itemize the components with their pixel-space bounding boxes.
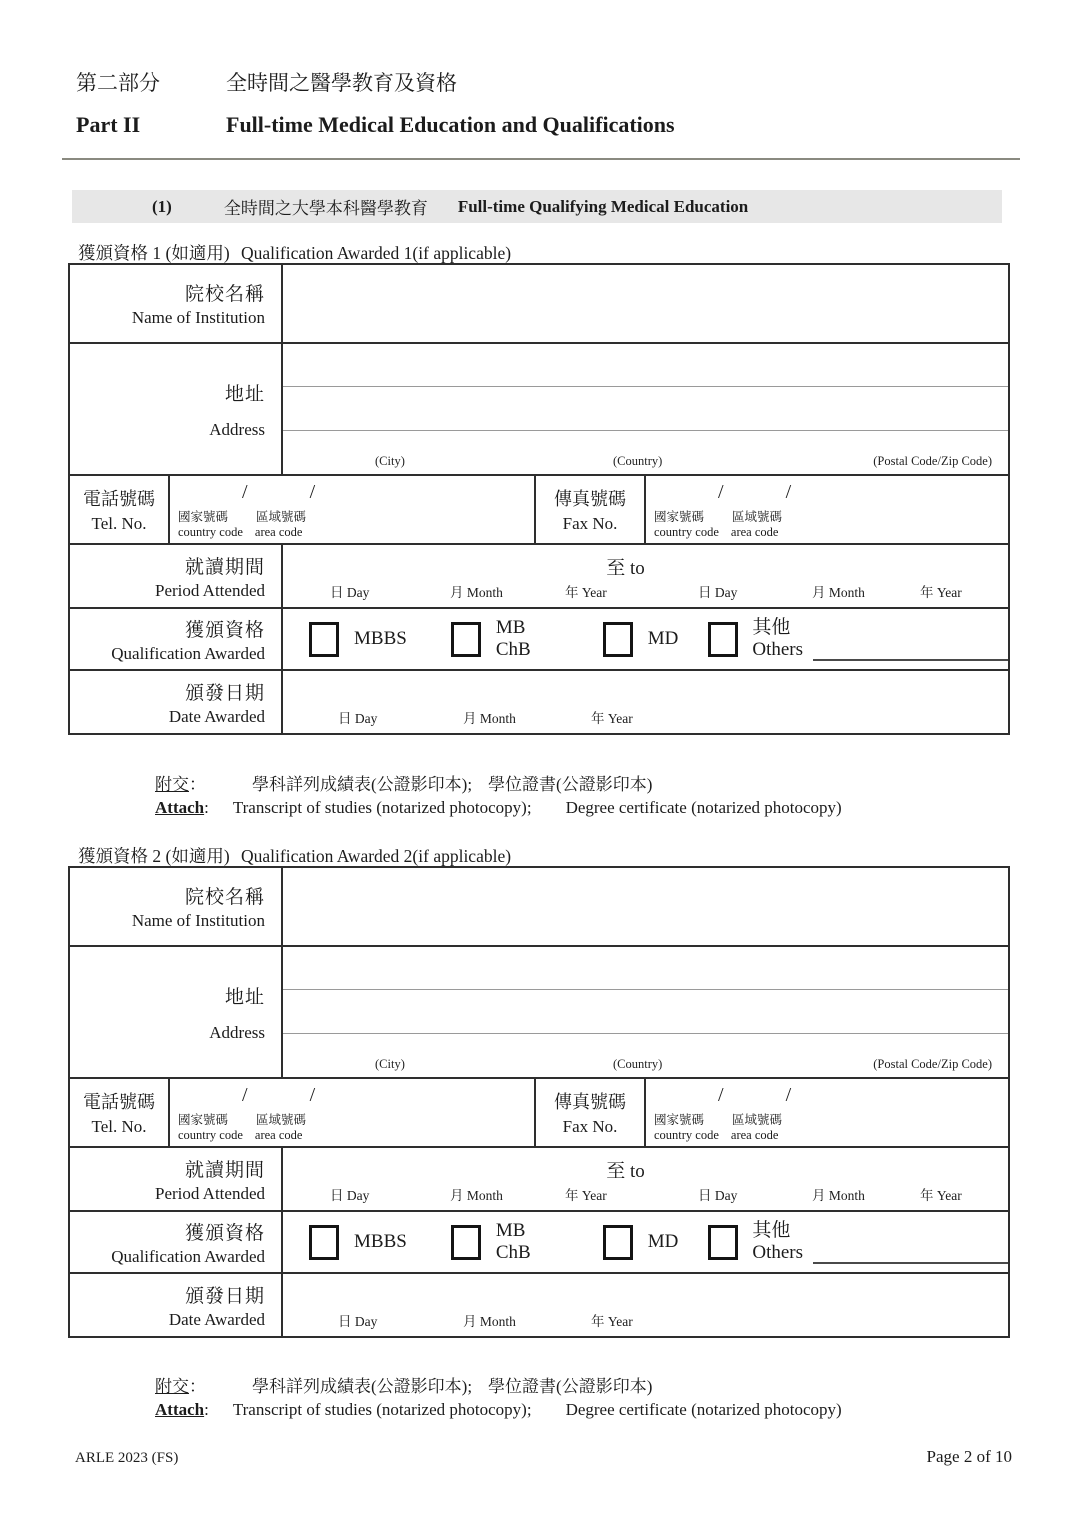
fax-label-zh: 傳真號碼: [554, 489, 626, 509]
award-year-hint: 年 Year: [591, 1314, 633, 1329]
tel-slash-1: /: [242, 481, 248, 503]
qualification-label-en: Qualification Awarded: [111, 643, 265, 663]
award-year-hint: 年 Year: [591, 711, 633, 726]
address-label-en: Address: [209, 419, 265, 439]
postal-code-hint: (Postal Code/Zip Code): [873, 454, 992, 468]
attach-label-en: Attach: [155, 798, 205, 817]
attach-colon-zh: ：: [189, 775, 206, 794]
attach-colon-en: :: [204, 798, 209, 817]
fax-slash-1: /: [718, 481, 724, 503]
period-label-zh: 就讀期間: [184, 1159, 265, 1181]
qualification-1-title: [78, 240, 511, 265]
section-number: (1): [152, 196, 172, 216]
to-label: 至 to: [606, 1161, 645, 1182]
md-label: MD: [647, 1231, 679, 1252]
address-line-1: [283, 989, 1008, 990]
tel-label-en: Tel. No.: [91, 514, 147, 533]
award-day-hint: 日 Day: [338, 1314, 378, 1329]
qualification-label-zh: 獲頒資格: [184, 619, 265, 641]
attach-colon-en: :: [204, 1400, 209, 1419]
tel-field[interactable]: [170, 476, 536, 543]
others-label-zh: 其他: [752, 1220, 791, 1242]
date-awarded-label-zh: 頒發日期: [184, 1285, 265, 1307]
qualification-awarded-label: [70, 1212, 283, 1272]
checkbox-md[interactable]: [603, 622, 633, 657]
from-year-hint: 年 Year: [565, 1188, 607, 1203]
others-option: [752, 1220, 1008, 1264]
fax-label: [536, 476, 646, 543]
others-input-line[interactable]: [813, 1242, 1008, 1264]
fax-area-code-en: area code: [730, 525, 779, 539]
award-month-hint: 月 Month: [463, 1314, 516, 1329]
fax-slash-1: /: [718, 1084, 724, 1106]
fax-area-code-zh: 區域號碼: [732, 1113, 783, 1127]
attach-item2-en: Degree certificate (notarized photocopy): [565, 1400, 842, 1419]
checkbox-mbbs[interactable]: [309, 622, 339, 657]
address-label: [70, 947, 283, 1077]
date-awarded-label-en: Date Awarded: [168, 1309, 265, 1329]
tel-field[interactable]: [170, 1079, 536, 1146]
attach-item1-en: Transcript of studies (notarized photocopy);: [232, 798, 532, 817]
institution-label-en: Name of Institution: [131, 308, 265, 327]
institution-label-zh: 院校名稱: [184, 284, 265, 305]
from-day-hint: 日 Day: [330, 1188, 370, 1203]
attach-colon-zh: ：: [189, 1377, 206, 1396]
part-title-en: Full-time Medical Education and Qualifications: [226, 111, 675, 137]
tel-slash-2: /: [309, 1084, 316, 1106]
attach-label-en: Attach: [155, 1400, 205, 1419]
fax-label-zh: 傳真號碼: [554, 1092, 626, 1112]
fax-label: [536, 1079, 646, 1146]
fax-country-code-en: country code: [654, 1128, 719, 1142]
others-label-zh: 其他: [752, 617, 791, 639]
date-awarded-label-zh: 頒發日期: [184, 682, 265, 704]
from-month-hint: 月 Month: [450, 585, 503, 600]
award-day-hint: 日 Day: [338, 711, 378, 726]
qualification-2-title-en: Qualification Awarded 2(if applicable): [241, 846, 512, 866]
fax-country-code-zh: 國家號碼: [654, 1113, 705, 1127]
date-awarded-label-en: Date Awarded: [168, 706, 265, 726]
fax-slash-2: /: [785, 481, 792, 503]
tel-area-code-zh: 區域號碼: [256, 510, 307, 524]
attach-item2-zh: 學位證書(公證影印本): [488, 775, 653, 794]
checkbox-md[interactable]: [603, 1225, 633, 1260]
mbbs-label: MBBS: [354, 1231, 407, 1252]
section-title-en: Full-time Qualifying Medical Education: [457, 196, 749, 216]
qualification-1-title-en: Qualification Awarded 1(if applicable): [241, 243, 512, 263]
tel-label: [70, 1079, 170, 1146]
mbchb-label: MB ChB: [495, 1220, 531, 1263]
tel-country-code-en: country code: [178, 1128, 243, 1142]
address-line-1: [283, 386, 1008, 387]
md-label: MD: [647, 628, 679, 649]
date-awarded-label: [70, 1274, 283, 1336]
fax-slash-2: /: [785, 1084, 792, 1106]
city-hint: (City): [375, 454, 405, 468]
address-label-zh: 地址: [224, 383, 265, 405]
address-label-en: Address: [209, 1022, 265, 1042]
mbchb-label: MB ChB: [495, 617, 531, 660]
qualification-1-table: [68, 263, 1010, 735]
tel-label-en: Tel. No.: [91, 1117, 147, 1136]
attach-label-zh: 附交: [155, 1377, 189, 1396]
tel-country-code-zh: 國家號碼: [178, 1113, 229, 1127]
institution-label: [70, 265, 283, 342]
mbbs-label: MBBS: [354, 628, 407, 649]
period-label-en: Period Attended: [154, 580, 265, 600]
fax-field[interactable]: [646, 476, 1008, 543]
checkbox-mbchb[interactable]: [451, 1225, 481, 1260]
tel-slash-2: /: [309, 481, 316, 503]
period-attended-field[interactable]: [283, 1148, 1008, 1210]
date-awarded-field[interactable]: [283, 671, 1008, 733]
fax-country-code-en: country code: [654, 525, 719, 539]
checkbox-others[interactable]: [708, 622, 738, 657]
period-label-en: Period Attended: [154, 1183, 265, 1203]
to-year-hint: 年 Year: [920, 1188, 962, 1203]
tel-country-code-en: country code: [178, 525, 243, 539]
fax-label-en: Fax No.: [562, 514, 618, 533]
period-label-zh: 就讀期間: [184, 556, 265, 578]
page-header: [76, 68, 675, 141]
institution-label-en: Name of Institution: [131, 911, 265, 930]
institution-label-zh: 院校名稱: [184, 887, 265, 908]
country-hint: (Country): [613, 1057, 663, 1071]
qualification-2-table: [68, 866, 1010, 1338]
fax-field[interactable]: [646, 1079, 1008, 1146]
qualification-1-title-zh: 獲頒資格 1 (如適用): [78, 243, 230, 263]
tel-area-code-zh: 區域號碼: [256, 1113, 307, 1127]
section-title-zh: 全時間之大學本科醫學教育: [223, 199, 428, 218]
section-1-header: [72, 190, 1002, 223]
attach-item2-zh: 學位證書(公證影印本): [488, 1377, 653, 1396]
attach-item1-zh: 學科詳列成績表(公證影印本);: [252, 775, 473, 794]
checkbox-mbbs[interactable]: [309, 1225, 339, 1260]
others-input-line[interactable]: [813, 639, 1008, 661]
attach-label-zh: 附交: [155, 775, 189, 794]
qualification-awarded-label: [70, 609, 283, 669]
attach-item1-en: Transcript of studies (notarized photocopy);: [232, 1400, 532, 1419]
institution-field[interactable]: [283, 868, 1008, 945]
date-awarded-label: [70, 671, 283, 733]
fax-area-code-zh: 區域號碼: [732, 510, 783, 524]
part-number-en: Part II: [76, 111, 141, 137]
tel-label-zh: 電話號碼: [83, 1092, 155, 1112]
qualification-2-title: [78, 843, 511, 868]
institution-label: [70, 868, 283, 945]
postal-code-hint: (Postal Code/Zip Code): [873, 1057, 992, 1071]
address-field[interactable]: [283, 947, 1008, 1077]
others-option: [752, 617, 1008, 661]
fax-area-code-en: area code: [730, 1128, 779, 1142]
address-label-zh: 地址: [224, 986, 265, 1008]
to-year-hint: 年 Year: [920, 585, 962, 600]
period-attended-label: [70, 545, 283, 607]
address-line-2: [283, 1033, 1008, 1034]
city-hint: (City): [375, 1057, 405, 1071]
tel-label-zh: 電話號碼: [83, 489, 155, 509]
qualification-label-zh: 獲頒資格: [184, 1222, 265, 1244]
date-awarded-field[interactable]: [283, 1274, 1008, 1336]
institution-field[interactable]: [283, 265, 1008, 342]
attach-item2-en: Degree certificate (notarized photocopy): [565, 798, 842, 817]
fax-country-code-zh: 國家號碼: [654, 510, 705, 524]
tel-label: [70, 476, 170, 543]
to-day-hint: 日 Day: [698, 585, 738, 600]
others-label-en: Others: [752, 639, 803, 661]
to-month-hint: 月 Month: [812, 585, 865, 600]
period-attended-field[interactable]: [283, 545, 1008, 607]
tel-area-code-en: area code: [254, 525, 303, 539]
from-day-hint: 日 Day: [330, 585, 370, 600]
attach-note-1: [155, 770, 842, 818]
to-day-hint: 日 Day: [698, 1188, 738, 1203]
tel-area-code-en: area code: [254, 1128, 303, 1142]
from-month-hint: 月 Month: [450, 1188, 503, 1203]
part-title-zh: 全時間之醫學教育及資格: [226, 71, 457, 95]
attach-item1-zh: 學科詳列成績表(公證影印本);: [252, 1377, 473, 1396]
qualification-label-en: Qualification Awarded: [111, 1246, 265, 1266]
to-month-hint: 月 Month: [812, 1188, 865, 1203]
form-reference: ARLE 2023 (FS): [75, 1450, 179, 1466]
from-year-hint: 年 Year: [565, 585, 607, 600]
tel-country-code-zh: 國家號碼: [178, 510, 229, 524]
qualification-2-title-zh: 獲頒資格 2 (如適用): [78, 846, 230, 866]
page-number: Page 2 of 10: [926, 1447, 1012, 1466]
address-field[interactable]: [283, 344, 1008, 474]
address-label: [70, 344, 283, 474]
checkbox-mbchb[interactable]: [451, 622, 481, 657]
period-attended-label: [70, 1148, 283, 1210]
fax-label-en: Fax No.: [562, 1117, 618, 1136]
attach-note-2: [155, 1372, 842, 1420]
others-label-en: Others: [752, 1242, 803, 1264]
horizontal-divider: [62, 158, 1020, 160]
part-number-zh: 第二部分: [76, 71, 160, 95]
to-label: 至 to: [606, 558, 645, 579]
address-line-2: [283, 430, 1008, 431]
tel-slash-1: /: [242, 1084, 248, 1106]
award-month-hint: 月 Month: [463, 711, 516, 726]
checkbox-others[interactable]: [708, 1225, 738, 1260]
country-hint: (Country): [613, 454, 663, 468]
